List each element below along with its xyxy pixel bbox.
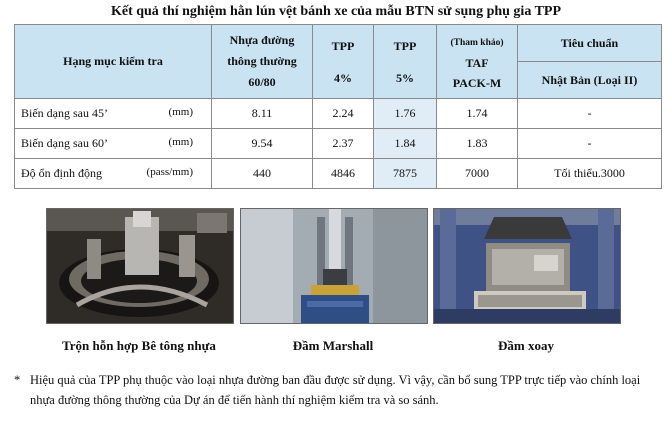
header-standard: Tiêu chuẩn [518,25,662,62]
header-asphalt-line1: Nhựa đường [229,33,295,47]
row-unit: (mm) [168,106,193,118]
cell-tpp4: 2.24 [313,99,374,129]
row-label [15,99,212,129]
cell-tpp5: 1.76 [374,99,437,129]
header-tpp5 [374,25,437,99]
header-tpp4-line1: TPP [331,38,355,53]
header-tpp4-line2: 4% [334,70,352,85]
cell-taf: 7000 [437,159,518,189]
page-title: Kết quả thí nghiệm hằn lún vệt bánh xe của mẫu BTN sử sụng phụ gia TPP [110,4,562,19]
header-asphalt [212,25,313,99]
header-tpp5-line1: TPP [393,38,417,53]
cell-asphalt: 440 [212,159,313,189]
table-row [15,99,662,129]
cell-tpp4: 2.37 [313,129,374,159]
footnote-symbol: * [14,373,21,387]
cell-asphalt: 9.54 [212,129,313,159]
header-taf-line1: TAF [465,55,489,70]
caption-marshall: Đầm Marshall [292,338,374,353]
mixing-photo [46,208,234,324]
header-row [15,25,662,62]
row-label [15,129,212,159]
gyratory-photo [433,208,621,324]
footnote [14,370,659,410]
cell-standard: - [518,129,662,159]
gyratory-compactor-image [434,209,620,323]
marshall-compactor-image [241,209,427,323]
marshall-photo [240,208,428,324]
cell-standard: Tối thiểu.3000 [518,159,662,189]
header-taf-reference: (Tham khảo) [450,37,504,48]
footnote-text: Hiệu quả của TPP phụ thuộc vào loại nhựa đường ban đầu được sử dụng. Vì vậy, cần bổ sung TPP trực tiếp vào chính loại nhựa đường thông thường của Dự án để tiến hành thí nghiệm kiểm tra và so sánh. [30,373,641,407]
row-unit: (mm) [168,136,193,148]
cell-tpp5: 7875 [374,159,437,189]
table-row [15,129,662,159]
table-row [15,159,662,189]
cell-asphalt: 8.11 [212,99,313,129]
header-category: Hạng mục kiểm tra [15,25,212,99]
row-label [15,159,212,189]
header-asphalt-line2: thông thường [227,54,297,68]
row-label-text: Biến dạng sau 45’ [21,106,108,120]
row-label-text: Biến dạng sau 60’ [21,136,108,150]
header-taf-line2: PACK-M [452,75,502,90]
header-asphalt-line3: 60/80 [248,75,276,89]
cell-taf: 1.74 [437,99,518,129]
header-tpp5-line2: 5% [396,70,414,85]
results-table [14,24,662,189]
header-taf [437,25,518,99]
caption-gyratory: Đầm xoay [498,338,554,353]
row-label-text: Độ ổn định động [21,166,102,180]
cell-tpp4: 4846 [313,159,374,189]
row-unit: (pass/mm) [146,166,193,178]
caption-mixing: Trộn hỗn hợp Bê tông nhựa [62,338,216,353]
cell-taf: 1.83 [437,129,518,159]
cell-tpp5: 1.84 [374,129,437,159]
header-tpp4 [313,25,374,99]
cell-standard: - [518,99,662,129]
header-standard-subtitle: Nhật Bản (Loại II) [518,62,662,99]
mixing-machine-image [47,209,233,323]
